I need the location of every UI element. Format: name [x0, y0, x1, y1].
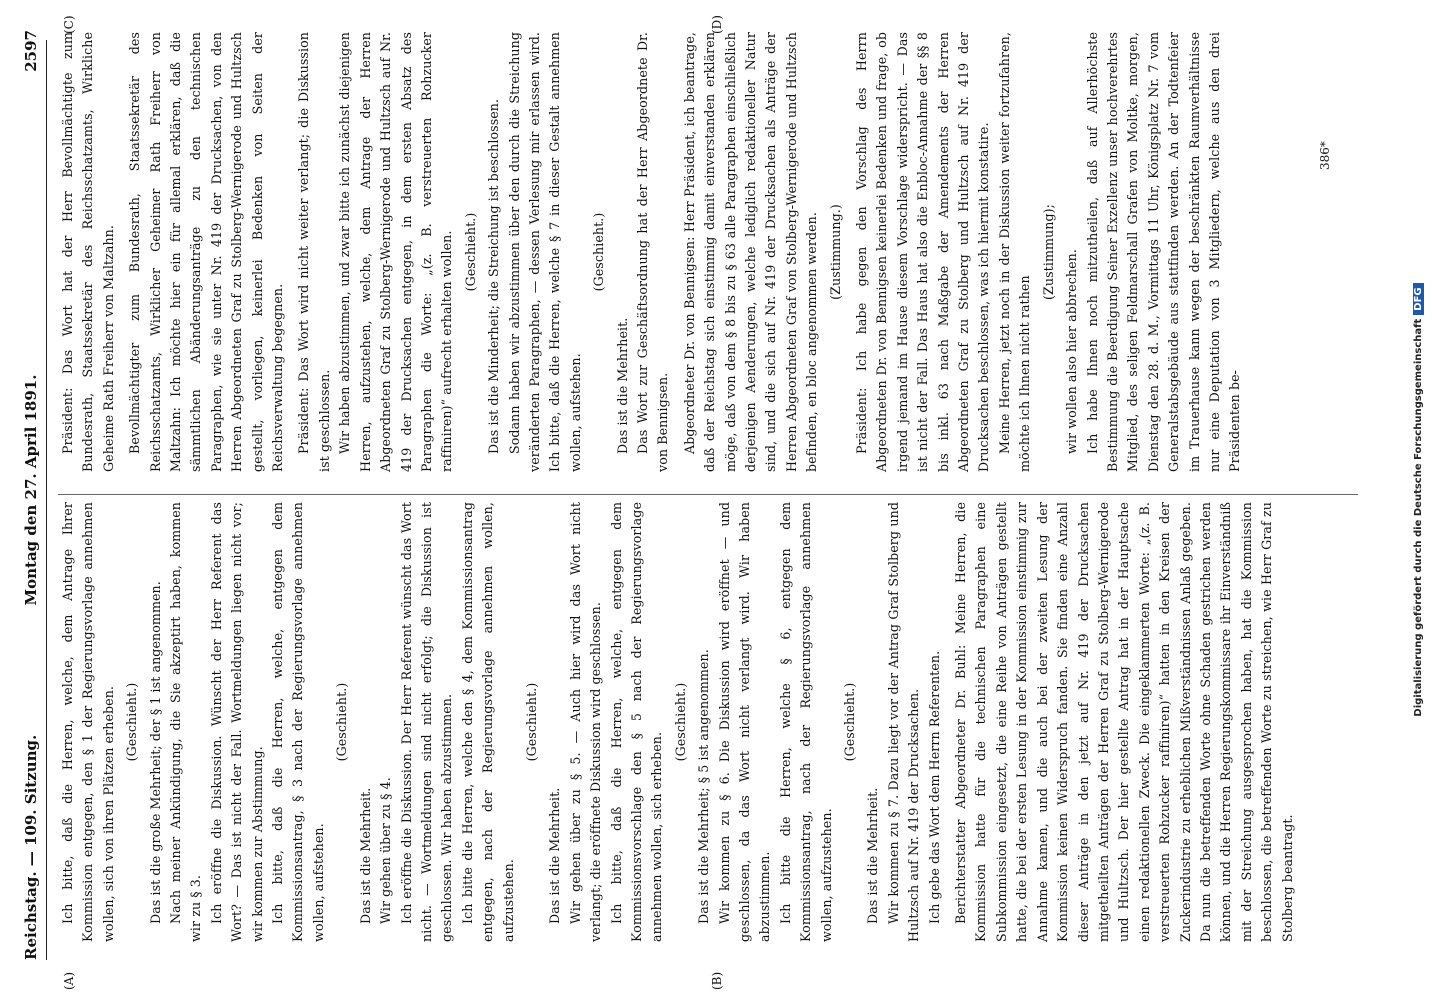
paragraph: Wir kommen zu § 6. Die Diskussion wird eröffnet — und geschlossen, da das Wort nicht verlangt wird. Wir haben abzustimmen. [716, 502, 773, 942]
paragraph: Das ist die große Mehrheit; der § 1 ist angenommen. [147, 581, 163, 924]
margin-marker-a: (A) [62, 971, 76, 990]
digitization-stamp [1413, 0, 1424, 1000]
paragraph: Ich eröffne die Diskussion. Der Herr Referent wünscht das Wort nicht. — Wortmeldungen sind nicht erfolgt; die Diskussion ist geschlossen. Wir haben abzustimmen. [398, 502, 455, 942]
header-rule [46, 40, 47, 960]
dfg-logo: DFG [1413, 283, 1424, 314]
paragraph: Ich bitte, daß die Herren, welche, entgegen dem Kommissionsvorschlage den § 5 nach der Regierungsvorlage annehmen wollen, sich erheben. [608, 502, 665, 942]
paragraph: Ich eröffne die Diskussion. Wünscht der Herr Referent das Wort? — Das ist nicht der Fall. Wortmeldungen liegen nicht vor; wir kommen zur Abstimmung. [208, 502, 265, 942]
paragraph: wir wollen also hier abbrechen. [1064, 249, 1080, 454]
paragraph: Das ist die Mehrheit. [357, 787, 373, 924]
paragraph: Das ist die Mehrheit. [547, 787, 563, 924]
speech-paragraph: Präsident: Das Wort hat der Herr Bevollmächtigte zum Bundesrath, Staatssekretär des Reichsschatzamts, Wirkliche Geheime Rath Freiherr von Maltzahn. [60, 32, 116, 472]
paragraph: Ich gebe das Wort dem Herrn Referenten. [926, 650, 942, 924]
page-number: 2597 [22, 30, 40, 72]
speech-paragraph: Abgeordneter Dr. von Bennigsen: Herr Präsident, ich beantrage, daß der Reichstag sich einstimmig damit einverstanden erklären möge, daß von dem § 8 bis zu § 63 alle Paragraphen einschließlich derjenigen Aenderungen, welche lediglich redaktioneller Natur sind, und die sich auf Nr. 419 der Drucksachen als Anträge der Herren Abgeordneten Graf von Stolberg-Wernigerode und Hultzsch befinden, en bloc angenommen werden. [681, 32, 820, 472]
paragraph: Wir haben abzustimmen, und zwar bitte ich zunächst diejenigen Herren, aufzustehen, welche, dem Antrage der Herren Abgeordneten Graf zu Stolberg-Wernigerode und Hultzsch auf Nr. 419 der Drucksachen entgegen, in dem ersten Absatz des Paragraphen die Worte: „(z. B. verstreuerten Rohzucker raffiniren)“ aufrecht erhalten wollen. [337, 32, 455, 472]
paragraph: Wir kommen zu § 7. Dazu liegt vor der Antrag Graf Stolberg und Hultzsch auf Nr. 419 der Drucksachen. [885, 502, 922, 942]
paragraph: Das Wort zur Geschäftsordnung hat der Herr Abgeordnete Dr. von Bennigsen. [634, 32, 671, 472]
stamp-text: Digitalisierung gefördert durch die Deutsche Forschungsgemeinschaft [1413, 318, 1424, 717]
margin-marker-d: (D) [710, 15, 724, 34]
stage-direction: (Zustimmung.) [827, 204, 843, 300]
stage-direction: (Geschieht.) [842, 682, 858, 762]
stage-direction: (Geschieht.) [523, 682, 539, 762]
paragraph: Das ist die Mehrheit. [865, 787, 881, 924]
paragraph: Das ist die Mehrheit; § 5 ist angenommen. [696, 649, 712, 924]
paragraph: Ich bitte die Herren, welche § 6, entgegen dem Kommissionsantrag, nach der Regierungsvorlage annehmen wollen, aufzustehen. [777, 502, 834, 942]
paragraph: Ich bitte, daß die Herren, welche, entgegen dem Kommissionsantrag, § 3 nach der Regierungsvorlage annehmen wollen, aufstehen. [270, 502, 326, 942]
stage-direction: (Geschieht.) [462, 212, 478, 292]
paragraph: Ich bitte, daß die Herren, welche, dem Antrage Ihrer Kommission entgegen, den § 1 der Regierungsvorlage annehmen wollen, sich von ihren Plätzen erheben. [60, 502, 116, 942]
header-left: Reichstag. — 109. Sitzung. [22, 734, 40, 960]
stage-direction: (Geschieht.) [672, 682, 688, 762]
paragraph: Sodann haben wir abzustimmen über den durch die Streichung veränderten Paragraphen, — dessen Verlesung mir erlassen wird. Ich bitte, daß die Herren, welche § 7 in dieser Gestalt annehmen wollen, aufstehen. [506, 32, 583, 472]
speech-paragraph: Berichterstatter Abgeordneter Dr. Buhl: Meine Herren, die Kommission hatte für die technischen Paragraphen eine Subkommission eingesetzt, die eine Reihe von Anträgen gestellt hatte, die bei der ersten Lesung in der Kommission einstimmig zur Annahme kamen, und die auch bei der zweiten Lesung der Kommission keinen Widerspruch fanden. Sie finden eine Anzahl dieser Anträge in den jetzt auf Nr. 419 der Drucksachen mitgetheilten Anträgen der Herren Graf zu Stolberg-Wernigerode und Hultzsch. Der hier gestellte Antrag hat in der Hauptsache einen redaktionellen Zweck. Die eingeklammerten Worte: „(z. B. verstreuerten Rohzucker raffiniren)“ hatten in den Kreisen der Zuckerindustrie zu erheblichen Mißverständnissen Anlaß gegeben. Da nun die betreffenden Worte ohne Schaden gestrichen werden können, und die Herren Regierungskommissare ihr Einverständniß mit der Streichung ausgesprochen haben, hat die Kommission beschlossen, die betreffenden Worte zu streichen, wie Herr Graf zu Stolberg beantragt. [953, 502, 1295, 942]
margin-marker-c: (C) [62, 15, 76, 34]
speech-paragraph: Präsident: Das Wort wird nicht weiter verlangt; die Diskussion ist geschlossen. [296, 32, 332, 472]
stage-direction: (Zustimmung); [1040, 204, 1056, 300]
speech-paragraph: Präsident: Ich habe gegen den Vorschlag des Herrn Abgeordneten Dr. von Bennigsen keinerlei Bedenken und frage, ob irgend jemand im Hause diesem Vorschlage widerspricht. — Das ist nicht der Fall. Das Haus hat also die Enbloc-Annahme der §§ 8 bis inkl. 63 nach Maßgabe der Amendements der Herren Abgeordneten Graf zu Stolberg und Hultzsch auf Nr. 419 der Drucksachen beschlossen, was ich hiermit konstatire. [854, 32, 992, 472]
margin-marker-b: (B) [710, 971, 724, 990]
column-divider [58, 494, 1358, 495]
right-column [58, 32, 1246, 472]
left-column [58, 502, 1298, 942]
paragraph: Nach meiner Ankündigung, die Sie akzeptirt haben, kommen wir zu § 3. [168, 502, 204, 942]
stage-direction: (Geschieht.) [591, 212, 607, 292]
page-header [22, 20, 44, 960]
paragraph: Wir gehen über zu § 4. [378, 777, 394, 924]
header-center: Montag den 27. April 1891. [22, 374, 40, 606]
paragraph: Ich habe Ihnen noch mitzutheilen, daß auf Allerhöchste Bestimmung die Beerdigung Seiner Exzellenz unser hochverehrtes Mitglied, des seligen Feldmarschall Grafen von Moltke, morgen, Dienstag den 28. d. M., Vormittags 11 Uhr, Königsplatz Nr. 7 vom Generalstabsgebäude aus stattfinden werden. An der Todtenfeier im Trauerhause kann wegen der beschränkten Raumverhältnisse nur eine Deputation von 3 Mitgliedern, welche aus den drei Präsidenten be- [1084, 32, 1243, 472]
signature-mark: 386* [1318, 141, 1332, 170]
paragraph: Das ist die Mehrheit. [614, 317, 630, 454]
stage-direction: (Geschieht.) [334, 682, 350, 762]
paragraph: Ich bitte die Herren, welche den § 4, dem Kommissionsantrag entgegen, nach der Regierungsvorlage annehmen wollen, aufzustehen. [459, 502, 516, 942]
paragraph: Das ist die Minderheit; die Streichung ist beschlossen. [486, 98, 502, 454]
stage-direction: (Geschieht.) [124, 682, 140, 762]
speech-paragraph: Bevollmächtigter zum Bundesrath, Staatssekretär des Reichsschatzamts, Wirklicher Geheimer Rath Freiherr von Maltzahn: Ich möchte hier ein für allemal erklären, daß die sämmtlichen Abänderungsanträge zu den technischen Paragraphen, wie sie unter Nr. 419 der Drucksachen, von den Herren Abgeordneten Graf zu Stolberg-Wernigerode und Hultzsch gestellt, vorliegen, keinerlei Bedenken von Seiten der Reichsverwaltung begegnen. [127, 32, 286, 472]
paragraph: Meine Herren, jetzt noch in der Diskussion weiter fortzufahren, möchte ich Ihnen nicht rathen [996, 32, 1033, 472]
paragraph: Wir gehen über zu § 5. — Auch hier wird das Wort nicht verlangt; die eröffnete Diskussion wird geschlossen. [567, 502, 604, 942]
